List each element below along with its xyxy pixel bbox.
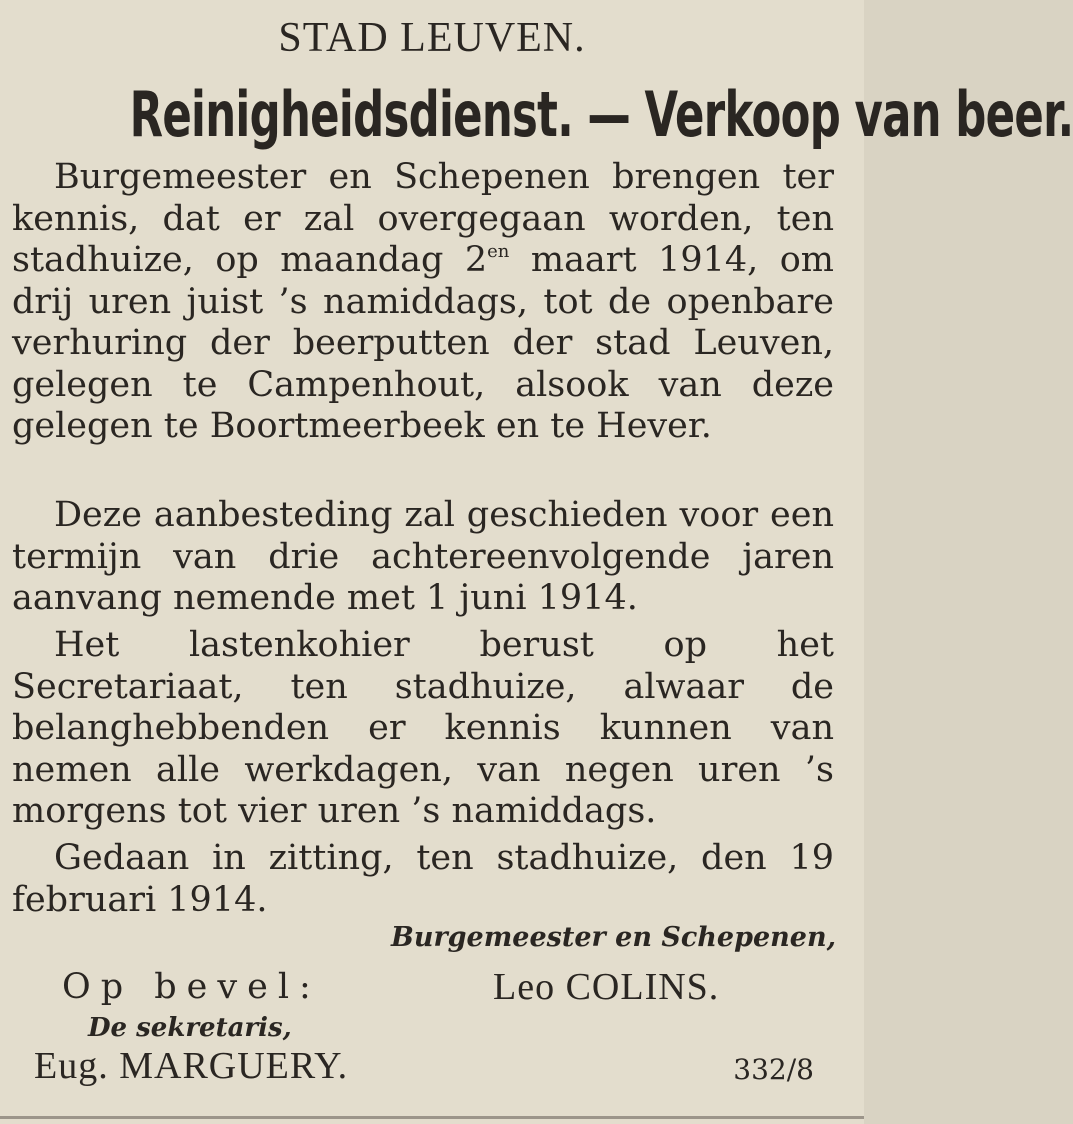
specifications-text: Het lastenkohier berust op het Secretariaat, ten stadhuize, alwaar de belanghebbenden er kennis kunnen van nemen alle werkdagen, van negen uren ’s morgens tot vier uren ’s namiddags. — [12, 625, 834, 831]
city-heading: STAD LEUVEN. — [278, 15, 586, 61]
announcement-text-end: maart 1914, om drij uren juist ’s namiddags, tot de openbare verhuring der beerputten der stad Leuven, gelegen te Campenhout, alsook van deze gelegen te Boortmeerbeek en te Hever. — [12, 240, 834, 446]
announcement-text-start: Burgemeester en Schepenen brengen ter kennis, dat er zal overgegaan worden, ten stadhuize, op maandag 2 — [12, 157, 834, 280]
done-text: Gedaan in zitting, ten stadhuize, den 19 februari 1914. — [12, 838, 834, 920]
authority-signature-line: Burgemeester en Schepenen, — [391, 922, 836, 953]
mayor-name: Leo COLINS. — [493, 966, 720, 1008]
paragraph-done — [12, 838, 834, 921]
ordinal-suffix: en — [487, 241, 510, 262]
paragraph-announcement — [12, 157, 834, 448]
paragraph-term — [12, 495, 834, 620]
by-order-label: Op bevel: — [62, 967, 321, 1007]
term-text: Deze aanbesteding zal geschieden voor een termijn van drie achtereenvolgende jaren aanvang nemende met 1 juni 1914. — [12, 495, 834, 618]
bottom-divider — [0, 1116, 864, 1119]
secretary-name: Eug. MARGUERY. — [34, 1045, 349, 1087]
paragraph-specifications — [12, 625, 834, 833]
notice-title: Reinigheidsdienst. — Verkoop van beer. — [129, 78, 1073, 151]
reference-number: 332/8 — [733, 1053, 814, 1086]
secretary-title: De sekretaris, — [88, 1013, 292, 1043]
